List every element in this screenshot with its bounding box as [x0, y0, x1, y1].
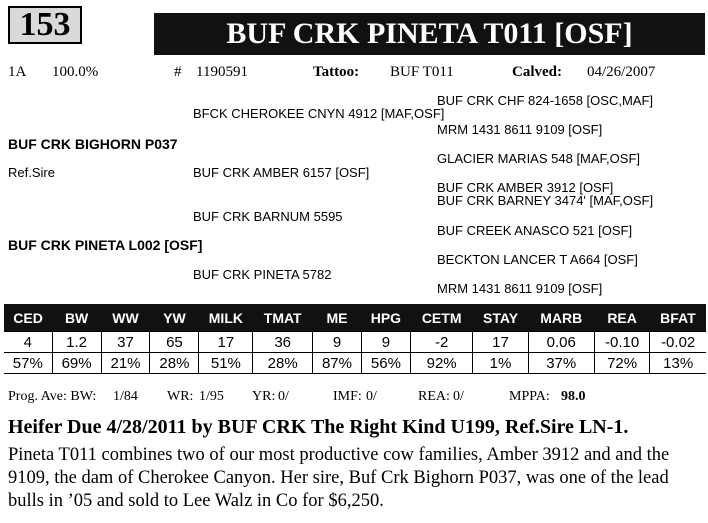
- epd-value: 36: [253, 332, 313, 353]
- class-code: 1A: [8, 64, 27, 80]
- tattoo-value: BUF T011: [390, 64, 454, 80]
- animal-name: BUF CRK PINETA T011 [OSF]: [154, 13, 705, 55]
- epd-header-row: [4, 304, 706, 332]
- pedigree-dss: BUF CRK BARNEY 3474' [MAF,OSF]: [437, 193, 654, 208]
- epd-percentile-row: [4, 353, 706, 374]
- pedigree-sd: BUF CRK AMBER 6157 [OSF]: [193, 165, 370, 180]
- progeny-wr-label: WR:: [167, 389, 194, 404]
- progeny-rea: 0/: [453, 389, 464, 404]
- percent-value: 100.0%: [52, 64, 99, 80]
- pedigree-sdd: BUF CRK AMBER 3912 [OSF]: [437, 180, 614, 195]
- epd-value: 37: [101, 332, 150, 353]
- progeny-mppa-label: MPPA:: [509, 389, 550, 404]
- headline: Heifer Due 4/28/2011 by BUF CRK The Right Kind U199, Ref.Sire LN-1.: [8, 416, 629, 438]
- epd-value: -2: [410, 332, 473, 353]
- epd-header: REA: [594, 304, 650, 332]
- epd-value: 9: [361, 332, 410, 353]
- epd-percentile: 87%: [313, 353, 362, 374]
- reg-label: #: [174, 64, 182, 80]
- tattoo-label: Tattoo:: [313, 64, 360, 80]
- epd-header: HPG: [361, 304, 410, 332]
- epd-value: 17: [199, 332, 253, 353]
- calved-date: 04/26/2007: [587, 64, 656, 80]
- progeny-bw: 1/84: [113, 389, 138, 404]
- epd-header: YW: [150, 304, 199, 332]
- pedigree-dsd: BUF CREEK ANASCO 521 [OSF]: [437, 223, 633, 238]
- progeny-yr: 0/: [278, 389, 289, 404]
- pedigree-ddd: MRM 1431 8611 9109 [OSF]: [437, 281, 603, 296]
- description: Pineta T011 combines two of our most productive cow families, Amber 3912 and and the 9109, the dam of Cherokee Canyon. Her sire, Buf Crk Bighorn P037, was one of the lead bulls in ’05 and sold to Lee Walz in Co for $6,250.: [8, 445, 670, 511]
- lot-number: 153: [8, 6, 82, 44]
- pedigree-dam: BUF CRK PINETA L002 [OSF]: [8, 237, 203, 253]
- epd-percentile: 92%: [410, 353, 473, 374]
- pedigree-sire: BUF CRK BIGHORN P037: [8, 136, 178, 152]
- pedigree-ss: BFCK CHEROKEE CNYN 4912 [MAF,OSF]: [193, 106, 445, 121]
- epd-percentile: 69%: [52, 353, 101, 374]
- progeny-bw-label: Prog. Ave: BW:: [8, 389, 97, 404]
- epd-value: -0.10: [594, 332, 650, 353]
- epd-percentile: 56%: [361, 353, 410, 374]
- epd-percentile: 51%: [199, 353, 253, 374]
- pedigree-ssd: MRM 1431 8611 9109 [OSF]: [437, 122, 603, 137]
- epd-percentile: 13%: [650, 353, 706, 374]
- epd-header: BW: [52, 304, 101, 332]
- epd-header: CED: [4, 304, 52, 332]
- progeny-rea-label: REA:: [418, 389, 450, 404]
- reg-number: 1190591: [196, 64, 248, 80]
- progeny-imf: 0/: [366, 389, 377, 404]
- epd-percentile: 72%: [594, 353, 650, 374]
- epd-value: 4: [4, 332, 52, 353]
- pedigree-sss: BUF CRK CHF 824-1658 [OSC,MAF]: [437, 93, 653, 108]
- epd-percentile: 37%: [528, 353, 594, 374]
- epd-table: [4, 304, 706, 374]
- pedigree-dd: BUF CRK PINETA 5782: [193, 267, 332, 282]
- epd-value: 9: [313, 332, 362, 353]
- epd-header: WW: [101, 304, 150, 332]
- progeny-yr-label: YR:: [252, 389, 276, 404]
- epd-header: TMAT: [253, 304, 313, 332]
- epd-header: ME: [313, 304, 362, 332]
- pedigree-sire-note: Ref.Sire: [8, 165, 55, 180]
- pedigree-dds: BECKTON LANCER T A664 [OSF]: [437, 252, 638, 267]
- progeny-imf-label: IMF:: [333, 389, 362, 404]
- epd-percentile: 1%: [473, 353, 528, 374]
- epd-value: 0.06: [528, 332, 594, 353]
- epd-percentile: 28%: [253, 353, 313, 374]
- progeny-mppa: 98.0: [561, 389, 586, 404]
- epd-value: -0.02: [650, 332, 706, 353]
- epd-percentile: 28%: [150, 353, 199, 374]
- pedigree-ds: BUF CRK BARNUM 5595: [193, 209, 343, 224]
- epd-header: BFAT: [650, 304, 706, 332]
- epd-value: 17: [473, 332, 528, 353]
- epd-header: MARB: [528, 304, 594, 332]
- epd-value-row: [4, 332, 706, 353]
- epd-percentile: 57%: [4, 353, 52, 374]
- epd-percentile: 21%: [101, 353, 150, 374]
- calved-label: Calved:: [512, 64, 562, 80]
- pedigree-sds: GLACIER MARIAS 548 [MAF,OSF]: [437, 151, 640, 166]
- epd-header: MILK: [199, 304, 253, 332]
- epd-value: 65: [150, 332, 199, 353]
- epd-value: 1.2: [52, 332, 101, 353]
- epd-header: STAY: [473, 304, 528, 332]
- progeny-wr: 1/95: [199, 389, 224, 404]
- epd-header: CETM: [410, 304, 473, 332]
